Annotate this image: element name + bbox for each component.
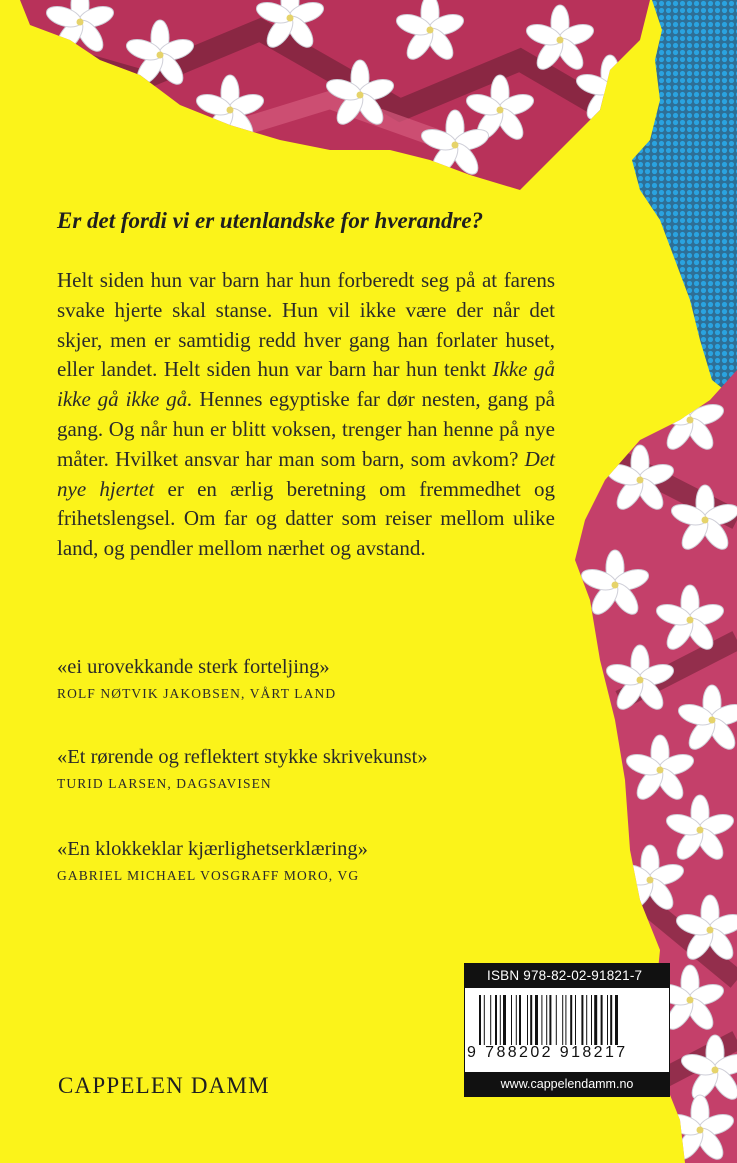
isbn-digits: 9 788202 918217 [467, 1044, 628, 1061]
blurb-text [57, 266, 555, 564]
book-title-italic: Det nye hjertet [57, 446, 555, 501]
isbn-label: ISBN 978-82-02-91821-7 [465, 964, 669, 988]
barcode-panel [464, 963, 670, 1097]
barcode-bar [591, 995, 592, 1045]
barcode-bar [570, 995, 572, 1045]
barcode-bar [610, 995, 612, 1045]
review-quote [57, 836, 537, 884]
publisher-logo: CAPPELEN DAMM [58, 1073, 270, 1098]
barcode-bar [479, 995, 481, 1045]
barcode-bar [607, 995, 608, 1045]
barcode-bars [479, 995, 655, 1045]
blurb-part: Helt siden hun var barn har hun forberedt seg på at farens svake hjerte skal stanse. Hun vil ikke være der når det skjer, men er samtidig redd hver gang han forlater huset, eller landet. Helt siden hun var barn har hun tenkt [57, 268, 555, 382]
barcode-bar [530, 995, 532, 1045]
review-quote-text: «ei urovekkande sterk forteljing» [57, 656, 330, 678]
blue-halftone-shape [632, 0, 737, 400]
barcode-bar [556, 995, 557, 1045]
barcode-bar [586, 995, 587, 1045]
publisher-url: www.cappelendamm.no [465, 1072, 669, 1096]
barcode-bar [503, 995, 506, 1045]
blurb-italic: Ikke gå ikke gå ikke gå. [57, 357, 555, 412]
barcode-bar [519, 995, 521, 1045]
barcode-bar [495, 995, 497, 1045]
barcode-bar [601, 995, 603, 1045]
review-quote [57, 654, 537, 702]
review-source: TURID LARSEN, DAGSAVISEN [57, 776, 272, 791]
barcode-bar [594, 995, 597, 1045]
barcode-bar [575, 995, 576, 1045]
blurb-part: Hennes egyptiske far dør nesten, gang på gang. Og når hun er blitt voksen, trenger han henne på nye måter. Hvilket ansvar har man som barn, som avkom? [57, 387, 555, 471]
barcode-bar [527, 995, 528, 1045]
barcode-bar [565, 995, 566, 1045]
barcode-bar [500, 995, 501, 1045]
barcode-bar [541, 995, 542, 1045]
barcode-bar [581, 995, 583, 1045]
barcode-bar [546, 995, 547, 1045]
review-quote-text: «En klokkeklar kjærlighetserklæring» [57, 838, 368, 860]
blurb-part: er en ærlig beretning om fremmedhet og frihetslengsel. Om far og datter som reiser mellom ulike land, og pendler mellom nærhet og avstand. [57, 476, 555, 561]
barcode-bar [615, 995, 618, 1045]
barcode-bar [562, 995, 563, 1045]
barcode-bar [516, 995, 517, 1045]
flower-photo-top [0, 0, 737, 200]
barcode-bar [549, 995, 551, 1045]
review-source: GABRIEL MICHAEL VOSGRAFF MORO, VG [57, 868, 360, 883]
review-quote [57, 744, 537, 792]
barcode-bar [535, 995, 538, 1045]
review-source: ROLF NØTVIK JAKOBSEN, VÅRT LAND [57, 686, 337, 701]
barcode-bar [511, 995, 512, 1045]
barcode-bar [490, 995, 491, 1045]
tagline: Er det fordi vi er utenlandske for hverandre? [57, 208, 484, 233]
review-quote-text: «Et rørende og reflektert stykke skrivekunst» [57, 746, 428, 768]
barcode-bar [484, 995, 485, 1045]
